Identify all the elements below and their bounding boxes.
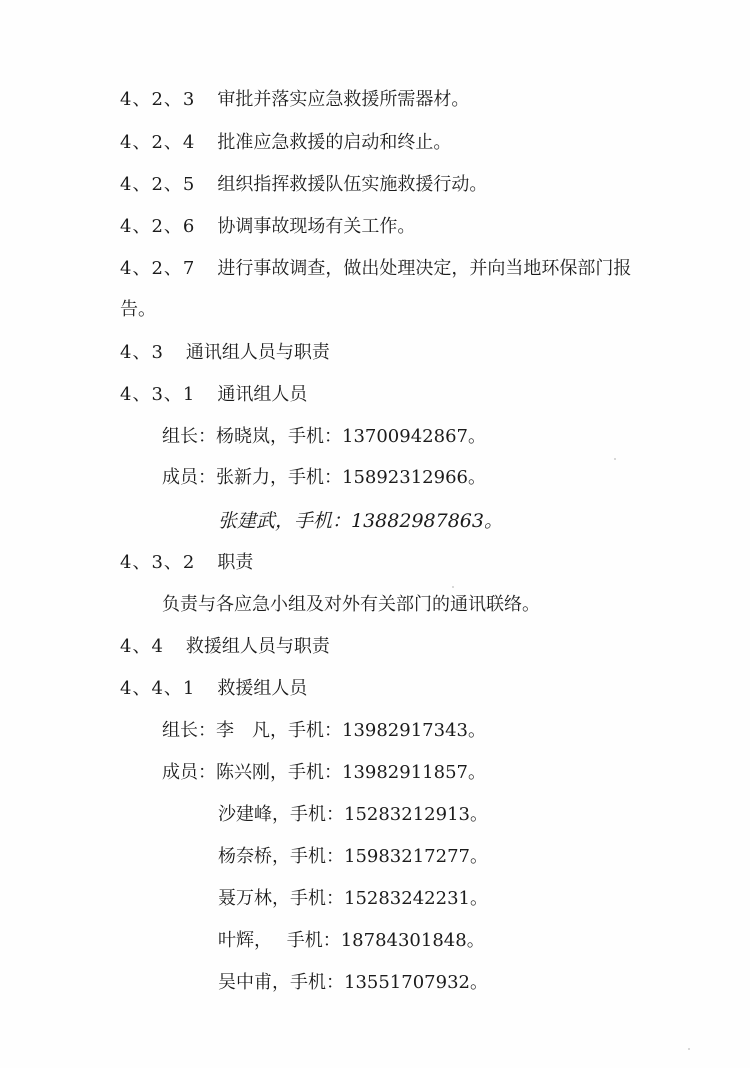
contact-entry: 吴中甫，手机：13551707932。 (218, 972, 488, 993)
contact-entry: 杨奈桥，手机：15983217277。 (218, 846, 488, 867)
scan-speck (614, 458, 616, 460)
item-text: 审批并落实应急救援所需器材。 (217, 89, 470, 110)
duty-text: 负责与各应急小组及对外有关部门的通讯联络。 (162, 594, 540, 615)
comm-member-line (162, 466, 486, 490)
contact-entry: 组长：李 凡，手机：13982917343。 (162, 720, 486, 741)
subsection-title: 职责 (217, 552, 254, 573)
rescue-member-line (218, 929, 485, 953)
subsection-title: 救援组人员 (217, 678, 308, 699)
subsection-heading-4-3-1 (120, 383, 307, 407)
section-title: 通讯组人员与职责 (185, 342, 330, 363)
item-number: 4、2、7 (120, 258, 196, 279)
item-4-2-7-continuation (120, 298, 156, 322)
rescue-member-line (218, 971, 488, 995)
contact-entry: 叶辉， 手机：18784301848。 (218, 930, 485, 951)
item-number: 4、2、6 (120, 216, 196, 237)
section-heading-4-3 (120, 341, 330, 365)
rescue-member-line (218, 887, 488, 911)
comm-leader-line (162, 425, 486, 449)
item-4-2-3 (120, 88, 469, 112)
rescue-member-line (162, 761, 486, 785)
scan-speck (688, 1048, 690, 1050)
contact-entry: 聂万林，手机：15283242231。 (218, 888, 488, 909)
contact-entry: 沙建峰，手机：15283212913。 (218, 804, 488, 825)
subsection-title: 通讯组人员 (217, 384, 308, 405)
item-number: 4、2、5 (120, 174, 196, 195)
contact-entry: 张建武，手机：13882987863。 (218, 510, 503, 532)
item-text: 协调事故现场有关工作。 (217, 216, 416, 237)
item-4-2-6 (120, 215, 415, 239)
subsection-heading-4-3-2 (120, 551, 253, 575)
comm-member-line (218, 509, 503, 533)
comm-duty-line (162, 593, 540, 617)
section-heading-4-4 (120, 635, 330, 659)
contact-entry: 成员：陈兴刚，手机：13982911857。 (162, 762, 486, 783)
subsection-number: 4、4、1 (120, 678, 196, 699)
subsection-number: 4、3、2 (120, 552, 196, 573)
contact-entry: 组长：杨晓岚，手机：13700942867。 (162, 426, 486, 447)
subsection-heading-4-4-1 (120, 677, 307, 701)
section-number: 4、3 (120, 342, 164, 363)
contact-entry: 成员：张新力，手机：15892312966。 (162, 467, 486, 488)
rescue-member-line (218, 803, 488, 827)
rescue-leader-line (162, 719, 486, 743)
rescue-member-line (218, 845, 488, 869)
item-text-continuation: 告。 (120, 299, 156, 320)
subsection-number: 4、3、1 (120, 384, 196, 405)
item-4-2-4 (120, 131, 451, 155)
item-text: 进行事故调查，做出处理决定，并向当地环保部门报 (217, 258, 632, 279)
item-4-2-5 (120, 173, 487, 197)
item-number: 4、2、4 (120, 132, 196, 153)
section-title: 救援组人员与职责 (185, 636, 330, 657)
scan-speck (452, 586, 454, 588)
item-number: 4、2、3 (120, 89, 196, 110)
item-4-2-7 (120, 257, 631, 281)
item-text: 批准应急救援的启动和终止。 (217, 132, 452, 153)
section-number: 4、4 (120, 636, 164, 657)
item-text: 组织指挥救援队伍实施救援行动。 (217, 174, 488, 195)
